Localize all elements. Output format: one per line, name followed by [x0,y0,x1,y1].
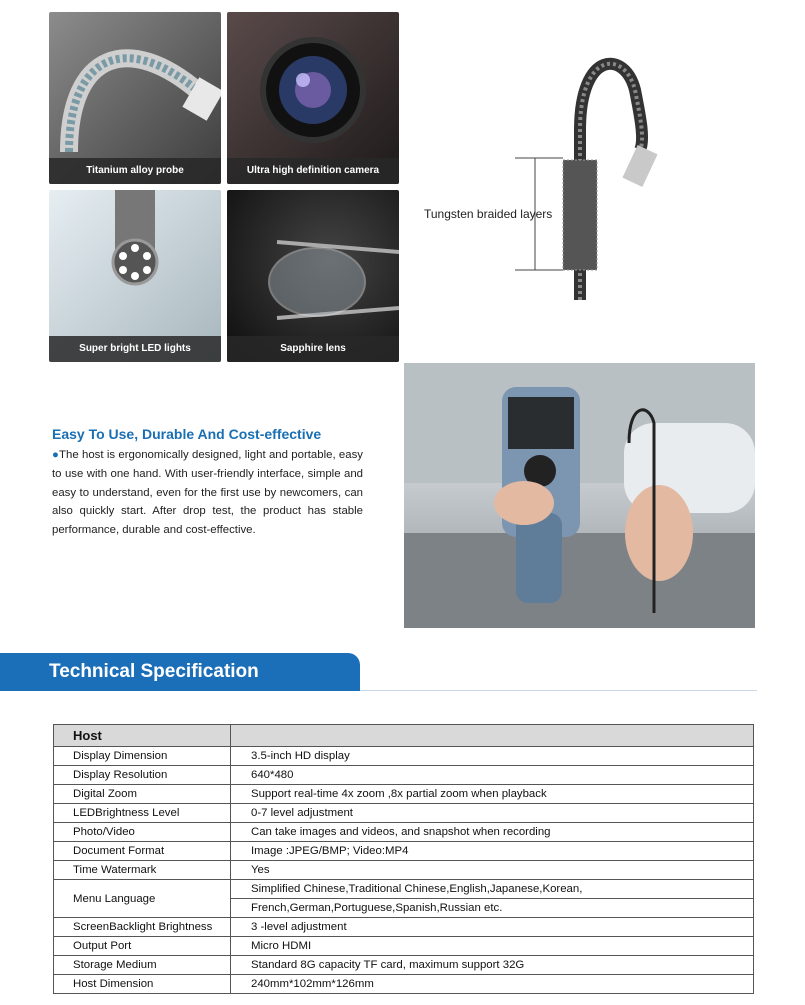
row-label: Display Dimension [54,747,231,766]
row-value: 640*480 [231,766,754,785]
table-row [54,823,754,842]
feature-tile-probe [49,12,221,184]
feature-tile-led [49,190,221,362]
row-label: Storage Medium [54,956,231,975]
row-value: Support real-time 4x zoom ,8x partial zoom when playback [231,785,754,804]
spec-banner [0,653,360,691]
table-row [54,956,754,975]
row-value: 0-7 level adjustment [231,804,754,823]
row-label: Host Dimension [54,975,231,994]
row-value: 3 -level adjustment [231,918,754,937]
row-label: Document Format [54,842,231,861]
row-value: 240mm*102mm*126mm [231,975,754,994]
banner-divider [360,690,757,691]
braided-hose-diagram [415,30,755,330]
feature-caption: Titanium alloy probe [49,158,221,184]
row-value: Simplified Chinese,Traditional Chinese,English,Japanese,Korean, [231,880,754,899]
row-label: Menu Language [54,880,231,918]
spec-table [53,724,754,994]
row-label: Output Port [54,937,231,956]
description [52,446,363,540]
table-row [54,975,754,994]
table-row [54,937,754,956]
spec-heading: Technical Specification [49,661,259,682]
bullet-icon: ● [52,449,60,461]
product-photo [404,363,755,628]
row-value: Image :JPEG/BMP; Video:MP4 [231,842,754,861]
row-value: Can take images and videos, and snapshot when recording [231,823,754,842]
braid-label: Tungsten braided layers [424,207,553,221]
row-label: ScreenBacklight Brightness [54,918,231,937]
table-row [54,747,754,766]
feature-caption: Ultra high definition camera [227,158,399,184]
feature-tile-sapphire [227,190,399,362]
row-label: Display Resolution [54,766,231,785]
table-row [54,766,754,785]
handheld-device-photo [404,363,755,628]
row-value: Micro HDMI [231,937,754,956]
row-value: 3.5-inch HD display [231,747,754,766]
section-title: Easy To Use, Durable And Cost-effective [52,426,322,442]
table-row [54,785,754,804]
table-row [54,842,754,861]
table-row [54,918,754,937]
row-label: LEDBrightness Level [54,804,231,823]
feature-caption: Super bright LED lights [49,336,221,362]
row-value: Standard 8G capacity TF card, maximum support 32G [231,956,754,975]
row-value: French,German,Portuguese,Spanish,Russian etc. [231,899,754,918]
table-row [54,880,754,899]
row-label: Photo/Video [54,823,231,842]
table-header-row [54,725,754,747]
row-label: Digital Zoom [54,785,231,804]
table-row [54,804,754,823]
table-row [54,861,754,880]
feature-caption: Sapphire lens [227,336,399,362]
row-value: Yes [231,861,754,880]
row-label: Time Watermark [54,861,231,880]
description-text: The host is ergonomically designed, light and portable, easy to use with one hand. With user-friendly interface, simple and easy to understand, even for the first use by newcomers, can also quickly start. After drop test, the product has stable performance, durable and cost-effective. [52,449,363,537]
table-header: Host [54,725,231,747]
feature-tile-camera [227,12,399,184]
